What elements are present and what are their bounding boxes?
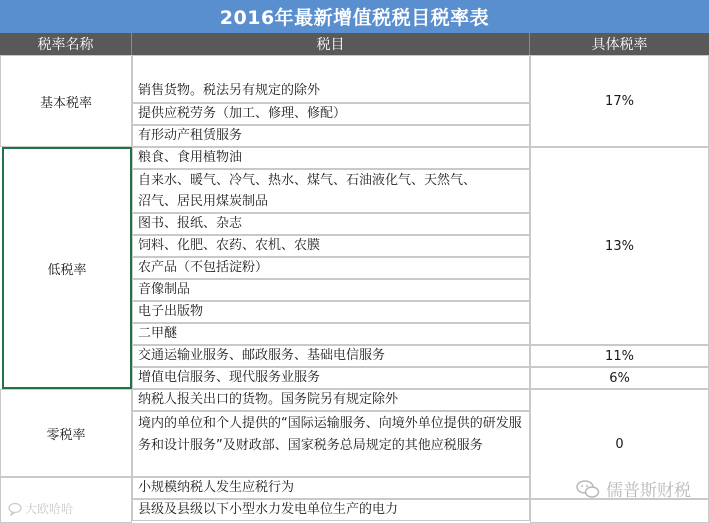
category-low[interactable]: 低税率 [2,147,132,389]
table-row[interactable]: 纳税人报关出口的货物。国务院另有规定除外 [132,389,530,411]
table-title: 2016年最新增值税税目税率表 [0,0,709,33]
table-row[interactable]: 小规模纳税人发生应税行为 [132,477,530,499]
table-row[interactable]: 音像制品 [132,279,530,301]
rate-blank[interactable] [530,499,709,523]
table-row[interactable]: 农产品（不包括淀粉） [132,257,530,279]
table-row[interactable]: 销售货物。税法另有规定的除外 [132,55,530,103]
table-row[interactable]: 增值电信服务、现代服务业服务 [132,367,530,389]
header-rate: 具体税率 [530,33,709,55]
wechat-icon [576,479,600,499]
rate-basic[interactable]: 17% [530,55,709,147]
table-row[interactable]: 图书、报纸、杂志 [132,213,530,235]
table-row[interactable]: 自来水、暖气、冷气、热水、煤气、石油液化气、天然气、 [132,169,530,191]
table-row[interactable]: 电子出版物 [132,301,530,323]
watermark-left-text: 大欧哈哈 [25,502,74,516]
table-row[interactable]: 饲料、化肥、农药、农机、农膜 [132,235,530,257]
header-category: 税率名称 [0,33,132,55]
table-row[interactable]: 沼气、居民用煤炭制品 [132,191,530,213]
table-row[interactable]: 境内的单位和个人提供的“国际运输服务、向境外单位提供的研发服务和设计服务”及财政部、国家税务总局规定的其他应税服务 [132,411,530,477]
table-row[interactable]: 粮食、食用植物油 [132,147,530,169]
header-item: 税目 [132,33,530,55]
rate-low-13[interactable]: 13% [530,147,709,345]
table-row[interactable]: 交通运输业服务、邮政服务、基础电信服务 [132,345,530,367]
table-row[interactable]: 提供应税劳务（加工、修理、修配） [132,103,530,125]
rate-low-6[interactable]: 6% [530,367,709,389]
rate-low-11[interactable]: 11% [530,345,709,367]
category-basic[interactable]: 基本税率 [0,55,132,147]
watermark-left [8,500,73,517]
chat-icon [8,502,22,516]
watermark-right [576,476,691,501]
category-zero[interactable]: 零税率 [0,389,132,477]
rate-zero[interactable]: 0 [530,389,709,499]
table-row[interactable]: 二甲醚 [132,323,530,345]
table-row[interactable]: 有形动产租赁服务 [132,125,530,147]
watermark-right-text: 儒普斯财税 [606,481,691,501]
table-row[interactable]: 县级及县级以下小型水力发电单位生产的电力 [132,499,530,521]
